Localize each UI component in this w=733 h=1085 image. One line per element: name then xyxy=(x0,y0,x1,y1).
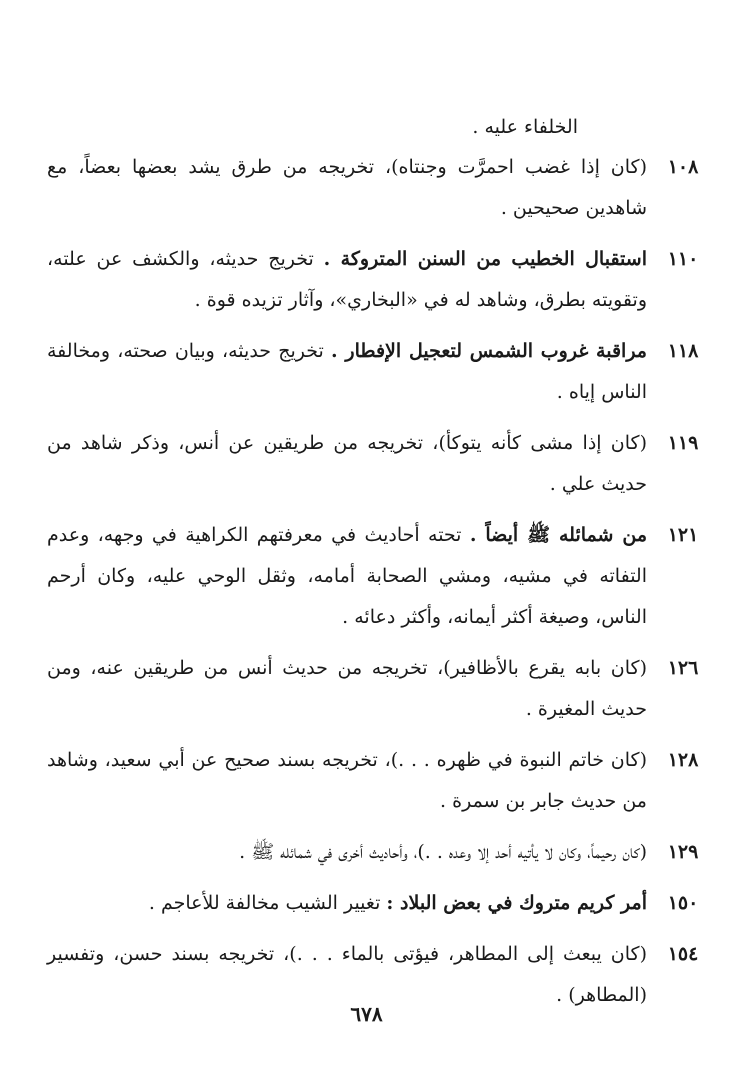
entry-text xyxy=(47,423,647,505)
entry-title: مراقبة غروب الشمس لتعجيل الإفطار . xyxy=(331,340,647,362)
page-number: ٦٧٨ xyxy=(350,1002,383,1026)
entry-text xyxy=(47,883,647,924)
entry-description: (كان يبعث إلى المطاهر، فيؤتى بالماء . . .)، تخريجه بسند حسن، وتفسير (المطاهر) . xyxy=(47,943,647,1006)
entry-text xyxy=(47,515,647,638)
entry-description: تحته أحاديث في معرفتهم الكراهية في وجهه، وعدم التفاته في مشيه، ومشي الصحابة أمامه، وثقل الوحي عليه، وكان أرحم الناس، وصيغة أكثر أيمانه، وأكثر دعائه . xyxy=(47,524,647,628)
entry-description: تخريج حديثه، وبيان صحته، ومخالفة الناس إياه . xyxy=(47,340,647,403)
entry-text xyxy=(47,740,647,822)
entry-description: تغيير الشيب مخالفة للأعاجم . xyxy=(148,892,387,914)
index-entries xyxy=(47,147,699,1026)
entry-page-number: ١١٠ xyxy=(667,248,699,270)
entry-description: (كان رحيماً، وكان لا يأتيه أحد إلا وعده . .)، وأحاديث أخرى في شمائله ﷺ . xyxy=(239,841,647,863)
entry-page-number: ١١٨ xyxy=(667,340,699,362)
entry-page-number: ١٢٩ xyxy=(667,841,699,863)
index-entry xyxy=(47,147,699,229)
index-entry xyxy=(47,515,699,638)
entry-description: (كان إذا مشى كأنه يتوكأ)، تخريجه من طريقين عن أنس، وذكر شاهد من حديث علي . xyxy=(47,432,647,495)
index-entry xyxy=(47,331,699,413)
entry-text xyxy=(47,147,647,229)
entry-title: أمر كريم متروك في بعض البلاد : xyxy=(386,892,647,914)
entry-text xyxy=(47,239,647,321)
entry-description: تخريج حديثه، والكشف عن علته، وتقويته بطرق، وشاهد له في «البخاري»، وآثار تزيده قوة . xyxy=(47,248,647,311)
index-entry xyxy=(47,648,699,730)
entry-page-number: ١٥٠ xyxy=(667,892,699,914)
entry-page-number: ١١٩ xyxy=(667,432,699,454)
index-entry xyxy=(47,239,699,321)
continuation-line: الخلفاء عليه . xyxy=(472,116,578,138)
entry-title: استقبال الخطيب من السنن المتروكة . xyxy=(323,248,647,270)
index-entry xyxy=(47,883,699,924)
entry-page-number: ١٢١ xyxy=(667,524,699,546)
entry-text xyxy=(47,648,647,730)
entry-text xyxy=(47,331,647,413)
entry-title: من شمائله ﷺ أيضاً . xyxy=(469,524,647,546)
entry-text xyxy=(47,832,647,873)
index-entry xyxy=(47,740,699,822)
entry-page-number: ١٢٦ xyxy=(667,657,699,679)
entry-description: (كان إذا غضب احمرَّت وجنتاه)، تخريجه من طرق يشد بعضها بعضاً، مع شاهدين صحيحين . xyxy=(47,156,647,219)
entry-description: (كان خاتم النبوة في ظهره . . .)، تخريجه بسند صحيح عن أبي سعيد، وشاهد من حديث جابر بن سمرة . xyxy=(47,749,647,812)
index-entry xyxy=(47,423,699,505)
entry-description: (كان بابه يقرع بالأظافير)، تخريجه من حديث أنس من طريقين عنه، ومن حديث المغيرة . xyxy=(47,657,647,720)
entry-page-number: ١٢٨ xyxy=(667,749,699,771)
entry-page-number: ١٠٨ xyxy=(667,156,699,178)
entry-page-number: ١٥٤ xyxy=(667,943,699,965)
index-entry xyxy=(47,832,699,873)
